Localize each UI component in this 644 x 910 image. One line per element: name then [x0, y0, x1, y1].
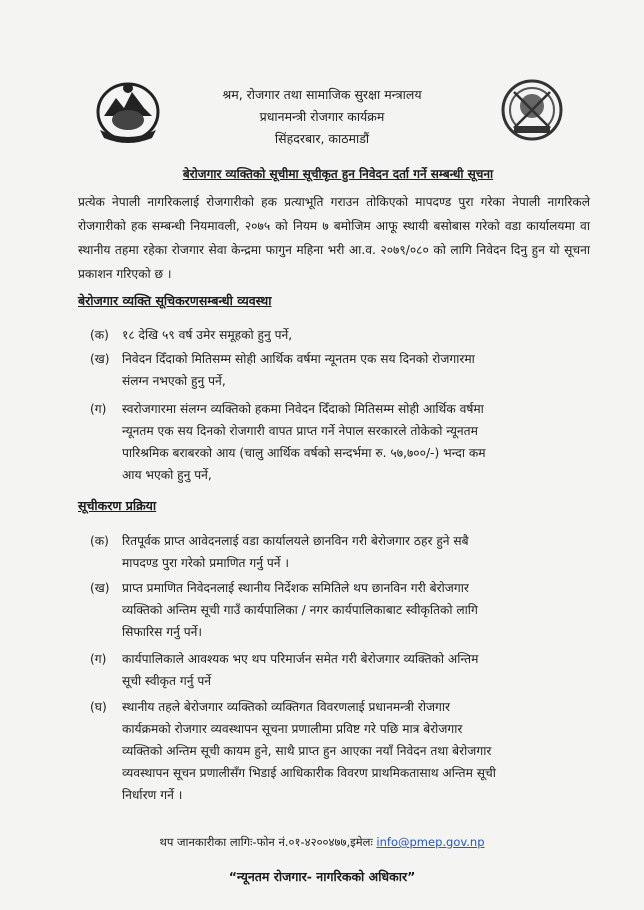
list-item-line: मापदण्ड पुरा गरेको प्रमाणित गर्नु पर्ने । [122, 556, 290, 570]
office-address: सिंहदरबार, काठमाडौं [274, 131, 370, 146]
notice-title: बेरोजगार व्यक्तिको सूचीमा सूचीकृत हुन निवेदन दर्ता गर्ने सम्बन्धी सूचना [182, 167, 494, 181]
list-item-line: आय भएको हुनु पर्ने, [122, 468, 212, 482]
contact-text: थप जानकारीका लागिः-फोन नं.०१-४२००४७७,इमेलः [159, 835, 373, 849]
list-marker: (ख) [90, 352, 110, 366]
list-item-line: निवेदन दिँदाको मितिसम्म सोही आर्थिक वर्षमा न्यूनतम एक सय दिनको रोजगारमा [122, 352, 475, 366]
list-item-line: व्यक्तिको अन्तिम सूची गाउँ कार्यपालिका / नगर कार्यपालिकाबाट स्वीकृतिको लागि [122, 603, 478, 617]
section-heading-eligibility: बेरोजगार व्यक्ति सूचिकरणसम्बन्धी व्यवस्था [78, 293, 272, 308]
list-marker: (क) [90, 534, 109, 548]
list-item-line: कार्यपालिकाले आवश्यक भए थप परिमार्जन समेत गरी बेरोजगार व्यक्तिको अन्तिम [122, 652, 479, 666]
email-link[interactable]: info@pmep.gov.np [376, 835, 485, 849]
list-item-line: रितपूर्वक प्राप्त आवेदनलाई वडा कार्यालयले छानविन गरी बेरोजगार ठहर हुने सबै [122, 534, 469, 548]
list-item-line: व्यक्तिको अन्तिम सूची कायम हुने, साथै प्राप्त हुन आएका नयाँ निवेदन तथा बेरोजगार [122, 744, 492, 758]
list-item-line: व्यवस्थापन सूचन प्रणालीसँग भिडाई आधिकारीक विवरण प्राथमिकतासाथ अन्तिम सूची [122, 766, 496, 780]
list-item-line: निर्धारण गर्ने । [122, 788, 183, 802]
section-heading-process: सूचीकरण प्रक्रिया [78, 498, 157, 513]
program-name: प्रधानमन्त्री रोजगार कार्यक्रम [259, 109, 385, 124]
slogan: “न्यूनतम रोजगार- नागरिकको अधिकार” [228, 869, 416, 884]
intro-paragraph: प्रत्येक नेपाली नागरिकलाई रोजगारीको हक प्रत्याभूति गराउन तोकिएको मापदण्ड पुरा गरेका नेपाली नागरिकले रोजगारीको हक सम्बन्धी नियमावली, २०७५ को नियम ७ बमोजिम आफू स्थायी बसोबास गरेको वडा कार्यालयमा वा स्थानीय तहमा रहेका रोजगार सेवा केन्द्रमा फागुन महिना भरी आ.व. २०७९/०८० को लागि निवेदन दिनु हुन यो सूचना प्रकाशन गरिएको छ । [78, 195, 590, 281]
list-marker: (ग) [90, 402, 107, 416]
list-item-line: सूची स्वीकृत गर्नु पर्ने [122, 674, 212, 688]
contact-line [0, 835, 644, 850]
list-item-line: प्राप्त प्रमाणित निवेदनलाई स्थानीय निर्देशक समितिले थप छानविन गरी बेरोजगार [122, 581, 469, 595]
list-item-line: संलग्न नभएको हुनु पर्ने, [122, 374, 226, 388]
list-marker: (घ) [90, 700, 107, 714]
list-marker: (क) [90, 328, 109, 342]
list-marker: (ग) [90, 652, 107, 666]
list-item-line: सिफारिस गर्नु पर्ने। [122, 625, 203, 639]
list-item-line: पारिश्रमिक बराबरको आय (चालु आर्थिक वर्षको सन्दर्भमा रु. ५७,७००/-) भन्दा कम [122, 446, 486, 460]
list-item-line: स्वरोजगारमा संलग्न व्यक्तिको हकमा निवेदन दिँदाको मितिसम्म सोही आर्थिक वर्षमा [122, 402, 484, 416]
list-item-line: १८ देखि ५९ वर्ष उमेर समूहको हुनु पर्ने, [122, 328, 293, 342]
list-item-line: स्थानीय तहले बेरोजगार व्यक्तिको व्यक्तिगत विवरणलाई प्रधानमन्त्री रोजगार [122, 700, 451, 714]
list-item-line: न्यूनतम एक सय दिनको रोजगारी वापत प्राप्त गर्ने नेपाल सरकारले तोकेको न्यूनतम [122, 424, 478, 438]
list-item-line: कार्यक्रमको रोजगार व्यवस्थापन सूचना प्रणालीमा प्रविष्ट गरे पछि मात्र बेरोजगार [122, 722, 463, 736]
list-marker: (ख) [90, 581, 110, 595]
ministry-name: श्रम, रोजगार तथा सामाजिक सुरक्षा मन्त्रालय [222, 87, 422, 102]
